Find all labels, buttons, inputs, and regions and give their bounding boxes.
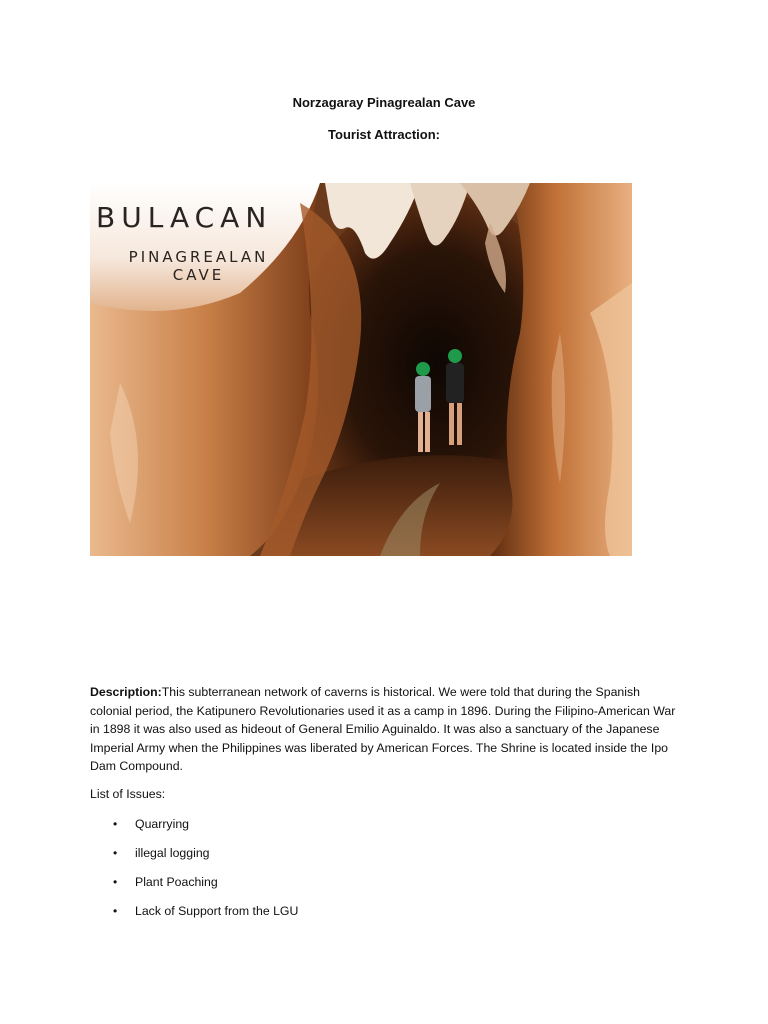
document-title: Norzagaray Pinagrealan Cave [292,95,476,110]
issues-heading: List of Issues: [90,787,166,801]
description-paragraph [90,683,680,776]
bullet-icon: • [113,817,118,831]
issue-text: Lack of Support from the LGU [135,904,299,918]
list-item [90,817,298,846]
list-item [90,875,298,904]
cave-illustration [90,183,632,556]
list-item [90,846,298,875]
bullet-icon: • [113,875,118,889]
photo-overlay-subtitle: PINAGREALAN CAVE [128,248,269,284]
photo-overlay-title: BULACAN [96,201,273,234]
bullet-icon: • [113,846,118,860]
list-item [90,904,298,933]
description-label: Description: [90,685,162,699]
issues-list [90,817,298,933]
bullet-icon: • [113,904,118,918]
issue-text: illegal logging [135,846,210,860]
description-text: This subterranean network of caverns is historical. We were told that during the Spanish colonial period, the Katipunero Revolutionaries used it as a camp in 1896. During the Filipino-American War in 1898 it was also used as hideout of General Emilio Aguinaldo. It was also a sanctuary of the Japanese Imperial Army when the Philippines was liberated by American Forces. The Shrine is located inside the Ipo Dam Compound. [90,685,676,774]
issue-text: Quarrying [135,817,189,831]
cave-photo [90,183,632,556]
issue-text: Plant Poaching [135,875,218,889]
document-subtitle: Tourist Attraction: [328,127,440,142]
